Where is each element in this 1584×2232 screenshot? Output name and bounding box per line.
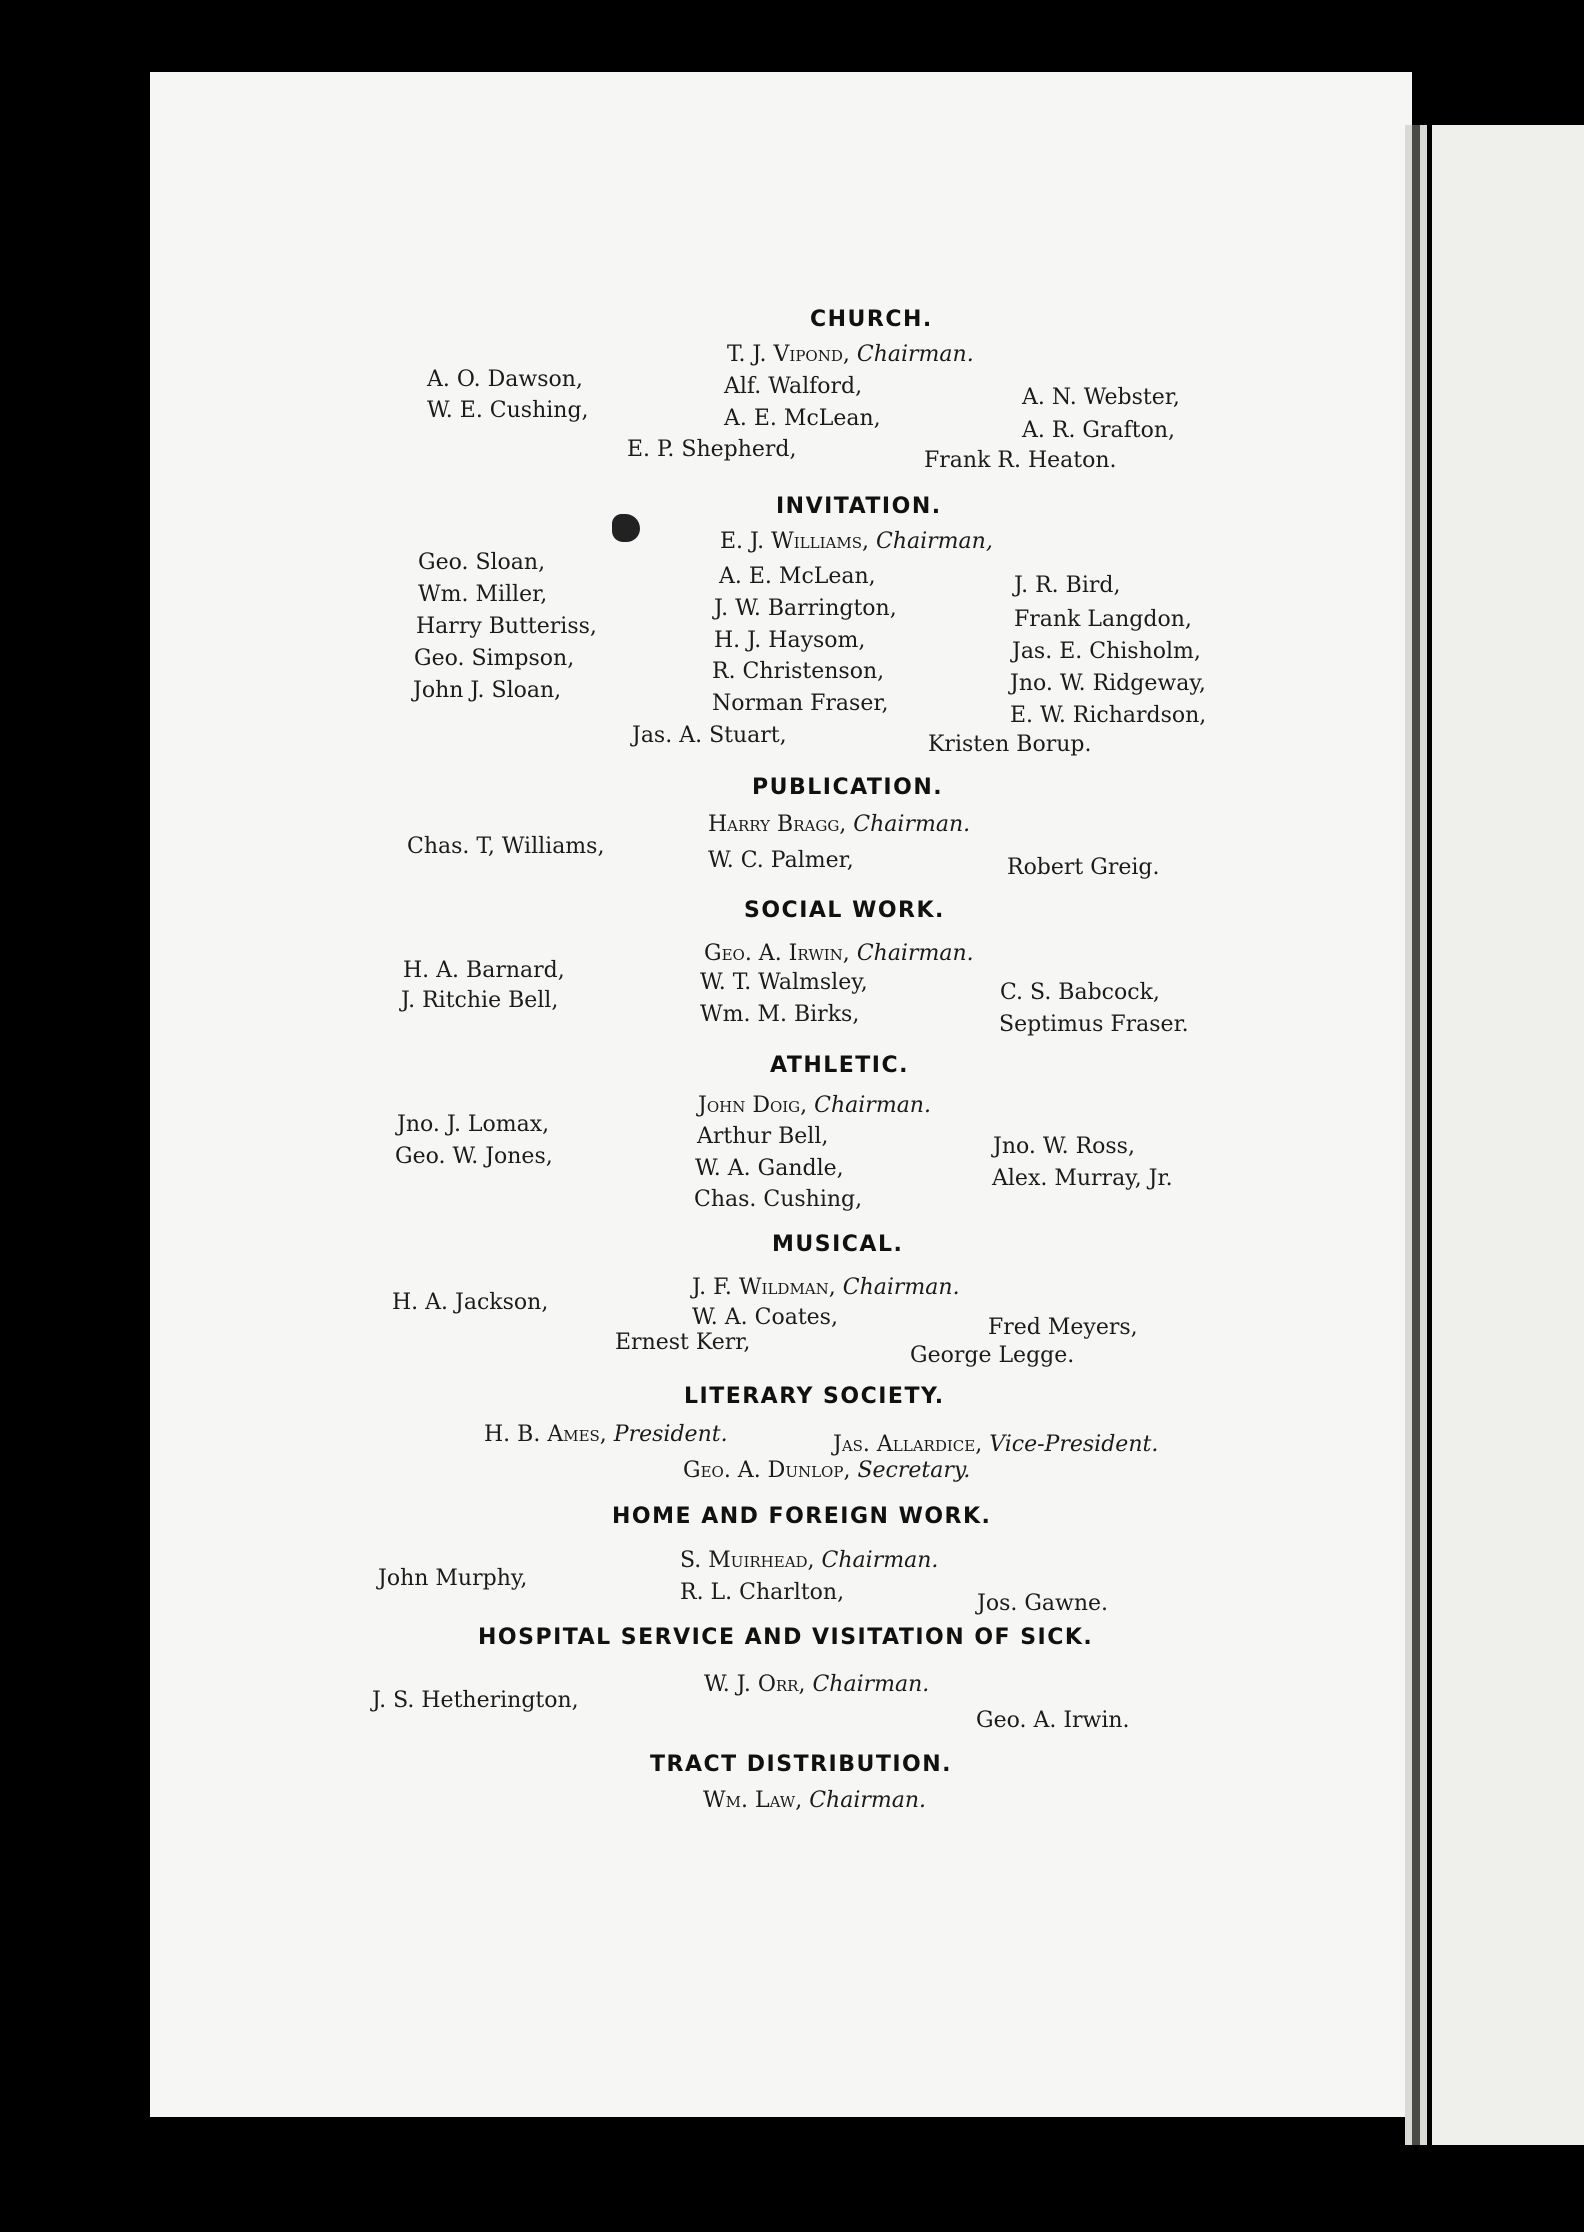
member-name: Wm. M. Birks, (700, 1002, 860, 1027)
member-name: W. A. Gandle, (695, 1156, 844, 1181)
member-name: J. Ritchie Bell, (401, 988, 559, 1013)
literary-vice-president: Jas. Allardice, Vice-President. (833, 1432, 1159, 1457)
invitation-heading: INVITATION. (776, 494, 942, 519)
member-name: Septimus Fraser. (999, 1012, 1189, 1037)
member-name: Kristen Borup. (928, 732, 1092, 757)
member-name: Frank Langdon, (1014, 607, 1192, 632)
musical-chair: J. F. Wildman, Chairman. (692, 1275, 960, 1300)
literary-secretary: Geo. A. Dunlop, Secretary. (683, 1458, 971, 1483)
social-work-heading: SOCIAL WORK. (744, 898, 945, 923)
member-name: H. A. Barnard, (403, 958, 565, 983)
tract-chair: Wm. Law, Chairman. (703, 1788, 927, 1813)
member-name: J. S. Hetherington, (372, 1688, 579, 1713)
member-name: Harry Butteriss, (416, 614, 597, 639)
member-name: J. W. Barrington, (714, 596, 897, 621)
tract-distribution-heading: TRACT DISTRIBUTION. (650, 1752, 953, 1777)
member-name: Chas. Cushing, (694, 1187, 863, 1212)
publication-chair: Harry Bragg, Chairman. (708, 812, 971, 837)
member-name: C. S. Babcock, (1000, 980, 1160, 1005)
member-name: Geo. Simpson, (414, 646, 575, 671)
member-name: Geo. A. Irwin. (976, 1708, 1130, 1733)
member-name: Jos. Gawne. (977, 1591, 1109, 1616)
member-name: R. Christenson, (712, 659, 885, 684)
member-name: Norman Fraser, (712, 691, 889, 716)
member-name: Jno. W. Ridgeway, (1010, 671, 1206, 696)
member-name: A. N. Webster, (1022, 385, 1180, 410)
member-name: Jno. J. Lomax, (397, 1112, 550, 1137)
member-name: W. E. Cushing, (427, 398, 589, 423)
member-name: E. P. Shepherd, (627, 437, 797, 462)
member-name: J. R. Bird, (1014, 573, 1121, 598)
member-name: A. R. Grafton, (1022, 418, 1176, 443)
invitation-chair: E. J. Williams, Chairman, (720, 529, 993, 554)
social-work-chair: Geo. A. Irwin, Chairman. (704, 941, 974, 966)
musical-heading: MUSICAL. (772, 1232, 904, 1257)
adjacent-page-strip (1432, 125, 1584, 2145)
member-name: A. E. McLean, (724, 406, 881, 431)
member-name: John Murphy, (378, 1566, 528, 1591)
member-name: W. T. Walmsley, (700, 970, 868, 995)
member-name: Chas. T, Williams, (407, 834, 605, 859)
member-name: John J. Sloan, (413, 678, 562, 703)
member-name: Alex. Murray, Jr. (992, 1166, 1173, 1191)
member-name: Jas. A. Stuart, (632, 723, 787, 748)
member-name: Arthur Bell, (697, 1124, 829, 1149)
member-name: Frank R. Heaton. (924, 448, 1117, 473)
member-name: R. L. Charlton, (680, 1580, 845, 1605)
member-name: Jno. W. Ross, (993, 1134, 1135, 1159)
member-name: Jas. E. Chisholm, (1012, 639, 1201, 664)
home-foreign-chair: S. Muirhead, Chairman. (680, 1548, 939, 1573)
church-heading: CHURCH. (810, 307, 933, 332)
member-name: Geo. Sloan, (418, 550, 546, 575)
publication-heading: PUBLICATION. (752, 775, 944, 800)
athletic-heading: ATHLETIC. (770, 1053, 909, 1078)
member-name: Fred Meyers, (988, 1315, 1138, 1340)
member-name: Alf. Walford, (724, 374, 863, 399)
member-name: A. O. Dawson, (427, 367, 583, 392)
member-name: George Legge. (910, 1343, 1075, 1368)
hospital-service-heading: HOSPITAL SERVICE AND VISITATION OF SICK. (478, 1625, 1094, 1650)
literary-society-heading: LITERARY SOCIETY. (684, 1384, 945, 1409)
ink-blot (612, 514, 640, 542)
member-name: W. C. Palmer, (708, 848, 854, 873)
member-name: E. W. Richardson, (1010, 703, 1207, 728)
member-name: H. J. Haysom, (714, 628, 866, 653)
member-name: Geo. W. Jones, (395, 1144, 553, 1169)
member-name: W. A. Coates, (692, 1305, 838, 1330)
member-name: A. E. McLean, (719, 564, 876, 589)
literary-president: H. B. Ames, President. (484, 1422, 728, 1447)
member-name: Robert Greig. (1007, 855, 1160, 880)
church-chair: T. J. Vipond, Chairman. (727, 342, 974, 367)
member-name: H. A. Jackson, (392, 1290, 549, 1315)
hospital-chair: W. J. Orr, Chairman. (704, 1672, 930, 1697)
member-name: Wm. Miller, (418, 582, 548, 607)
page-edge-rule (1412, 125, 1420, 2145)
home-foreign-work-heading: HOME AND FOREIGN WORK. (612, 1504, 992, 1529)
athletic-chair: John Doig, Chairman. (698, 1093, 931, 1118)
member-name: Ernest Kerr, (615, 1330, 751, 1355)
